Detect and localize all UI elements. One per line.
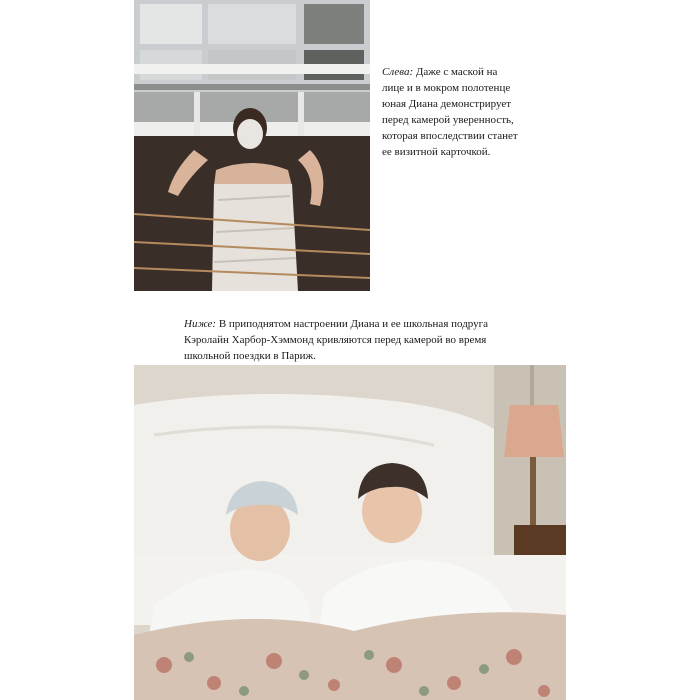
photo-girls-in-bed xyxy=(134,365,566,700)
caption-text-below: В приподнятом настроении Диана и ее школьная подруга Кэролайн Харбор-Хэммонд кривляются перед камерой во время школьной поездки в Париж. xyxy=(184,318,489,362)
caption-text-left: Даже с маской на лице и в мокром полотенце юная Диана демонстрирует перед камерой уверенность, которая впоследствии станет ее визитной карточкой. xyxy=(382,66,518,158)
caption-lead-left: Слева: xyxy=(382,66,414,78)
caption-below-photo xyxy=(184,316,514,364)
bed-photo-illustration xyxy=(134,365,566,700)
caption-lead-below: Ниже: xyxy=(184,318,217,330)
balcony-photo-illustration xyxy=(134,0,370,291)
photo-balcony-towel xyxy=(134,0,370,291)
caption-left-photo xyxy=(382,64,522,160)
